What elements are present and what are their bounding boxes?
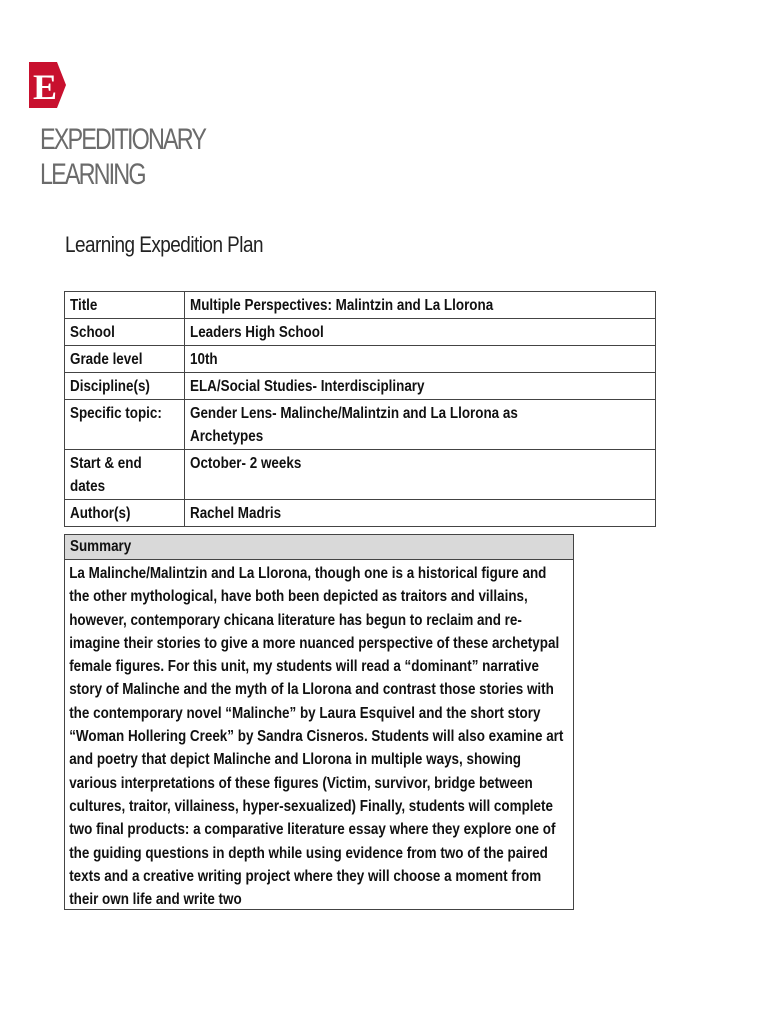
row-value: Gender Lens- Malinche/Malintzin and La Llorona as Archetypes (185, 400, 656, 450)
logo-text-line2: LEARNING (40, 158, 145, 191)
row-value: October- 2 weeks (185, 450, 656, 500)
summary-box (64, 534, 574, 910)
row-value: Leaders High School (185, 319, 656, 346)
row-value: Multiple Perspectives: Malintzin and La Llorona (185, 292, 656, 319)
svg-text:E: E (33, 67, 58, 107)
summary-text: La Malinche/Malintzin and La Llorona, though one is a historical figure and the other mythological, have both been depicted as traitors and villains, however, contemporary chicana literature has begun to reclaim and re-imagine their stories to give a more nuanced perspective of these archetypal female figures. For this unit, my students will read a “dominant” narrative story of Malinche and the myth of la Llorona and contrast those stories with the contemporary novel “Malinche” by Laura Esquivel and the short story “Woman Hollering Creek” by Sandra Cisneros. Students will also examine art and poetry that depict Malinche and Llorona in multiple ways, showing various interpretations of these figures (Victim, survivor, bridge between cultures, traitor, villainess, hyper-sexualized) Finally, students will complete two final products: a comparative literature essay where they explore one of the guiding questions in depth while using evidence from two of the paired texts and a creative writing project where they will choose a moment from their own life and write two (69, 565, 564, 909)
row-label: Author(s) (65, 500, 185, 527)
row-label: Discipline(s) (65, 373, 185, 400)
expeditionary-learning-logo-text (40, 122, 206, 192)
table-row (65, 373, 656, 400)
row-value: 10th (185, 346, 656, 373)
row-label: Title (65, 292, 185, 319)
table-row (65, 400, 656, 450)
table-row (65, 500, 656, 527)
row-label: Grade level (65, 346, 185, 373)
row-value: ELA/Social Studies- Interdisciplinary (185, 373, 656, 400)
table-row (65, 319, 656, 346)
table-row (65, 292, 656, 319)
expeditionary-learning-logo-mark (29, 62, 66, 108)
row-value: Rachel Madris (185, 500, 656, 527)
document-title: Learning Expedition Plan (65, 232, 264, 257)
table-row (65, 450, 656, 500)
table-row (65, 346, 656, 373)
details-table (64, 291, 656, 527)
logo-text-line1: EXPEDITIONARY (40, 123, 206, 156)
summary-heading: Summary (65, 535, 573, 560)
row-label: School (65, 319, 185, 346)
row-label: Start & end dates (65, 450, 185, 500)
row-label: Specific topic: (65, 400, 185, 450)
